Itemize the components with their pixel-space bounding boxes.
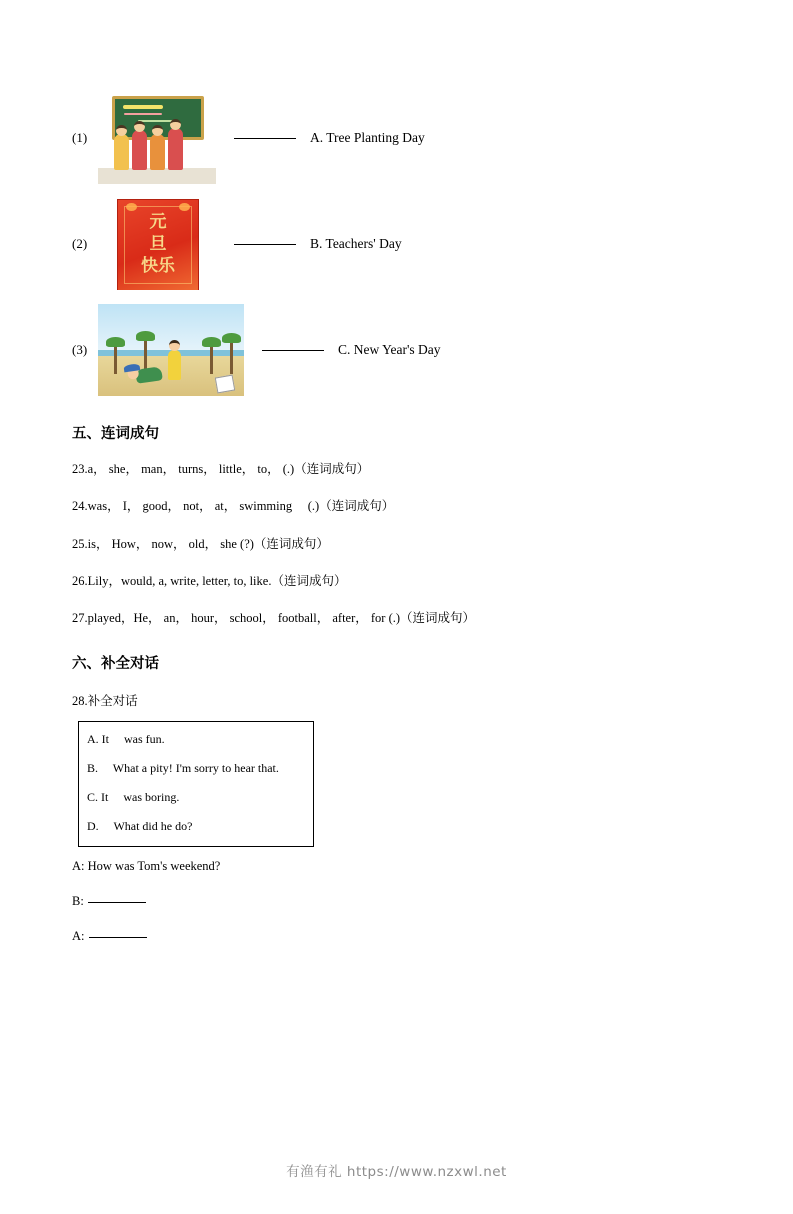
matching-option-b: B. Teachers' Day — [310, 236, 402, 251]
lantern-shape — [179, 203, 190, 211]
answer-blank-3[interactable] — [262, 349, 324, 351]
head-shape — [152, 125, 163, 136]
dialogue-options-box — [78, 721, 314, 847]
dialogue-option-d: D. What did he do? — [87, 819, 193, 834]
matching-exercise — [72, 92, 721, 396]
section-five-title: 五、连词成句 — [72, 426, 159, 442]
footer-watermark: 有渔有礼 https://www.nzxwl.net — [286, 1164, 507, 1180]
red-poster-shape — [117, 199, 199, 290]
student-figure — [150, 134, 165, 170]
girl-figure — [168, 350, 181, 380]
head-shape — [116, 125, 127, 136]
head-shape — [134, 121, 145, 132]
question-27: 27.played，He， an， hour， school， football， after， for (.)（连词成句） — [72, 611, 476, 625]
dialogue-speaker-b: B: — [72, 894, 84, 909]
question-28-prompt: 28.补全对话 — [72, 694, 138, 709]
dialogue-speaker-a2: A: — [72, 929, 85, 944]
tree-shape — [210, 344, 213, 374]
item-number: (3) — [72, 342, 88, 357]
tree-shape — [114, 344, 117, 374]
poster-glyph: 快乐 — [141, 256, 175, 276]
student-figure — [114, 134, 129, 170]
dialogue-line-1 — [72, 859, 721, 874]
worksheet-page — [0, 92, 793, 1214]
matching-option-c: C. New Year's Day — [338, 342, 441, 357]
dialogue-answer-blank-a[interactable] — [89, 936, 147, 938]
lantern-shape — [126, 203, 137, 211]
question-26: 26.Lily，would, a, write, letter, to, like.（连词成句） — [72, 573, 347, 588]
question-25: 25.is， How， now， old， she (?)（连词成句） — [72, 536, 329, 551]
tree-planting-image — [98, 304, 244, 396]
question-23: 23.a， she， man， turns， little， to， (.)（连词成句） — [72, 462, 370, 476]
poster-glyph: 旦 — [149, 234, 167, 254]
question-24: 24.was， I， good， not， at， swimming (.)（连词成句） — [72, 499, 395, 514]
dialogue-line-3 — [72, 929, 721, 944]
answer-blank-1[interactable] — [234, 137, 296, 139]
dialogue-option-c: C. It was boring. — [87, 790, 180, 805]
tree-shape — [230, 340, 233, 374]
teacher-figure — [168, 128, 183, 170]
answer-blank-2[interactable] — [234, 243, 296, 245]
dialogue-option-b: B. What a pity! I'm sorry to hear that. — [87, 761, 279, 776]
section-six-title: 六、补全对话 — [72, 656, 159, 673]
item-number: (2) — [72, 236, 88, 251]
sign-shape — [215, 375, 236, 394]
item-number: (1) — [72, 130, 88, 145]
head-shape — [170, 119, 181, 130]
dialogue-line-2 — [72, 894, 721, 909]
dialogue-answer-blank-b[interactable] — [88, 901, 146, 903]
dialogue-speaker-a: A: How was Tom's weekend? — [72, 859, 221, 874]
floor-shape — [98, 168, 216, 184]
dialogue-option-a: A. It was fun. — [87, 732, 165, 747]
matching-row-2 — [72, 198, 721, 290]
matching-option-a: A. Tree Planting Day — [310, 130, 425, 145]
matching-row-3 — [72, 304, 721, 396]
poster-glyph: 元 — [149, 212, 167, 232]
spring-festival-poster-image — [98, 198, 216, 290]
classroom-blackboard-image — [98, 92, 216, 184]
matching-row-1 — [72, 92, 721, 184]
student-figure — [132, 130, 147, 170]
